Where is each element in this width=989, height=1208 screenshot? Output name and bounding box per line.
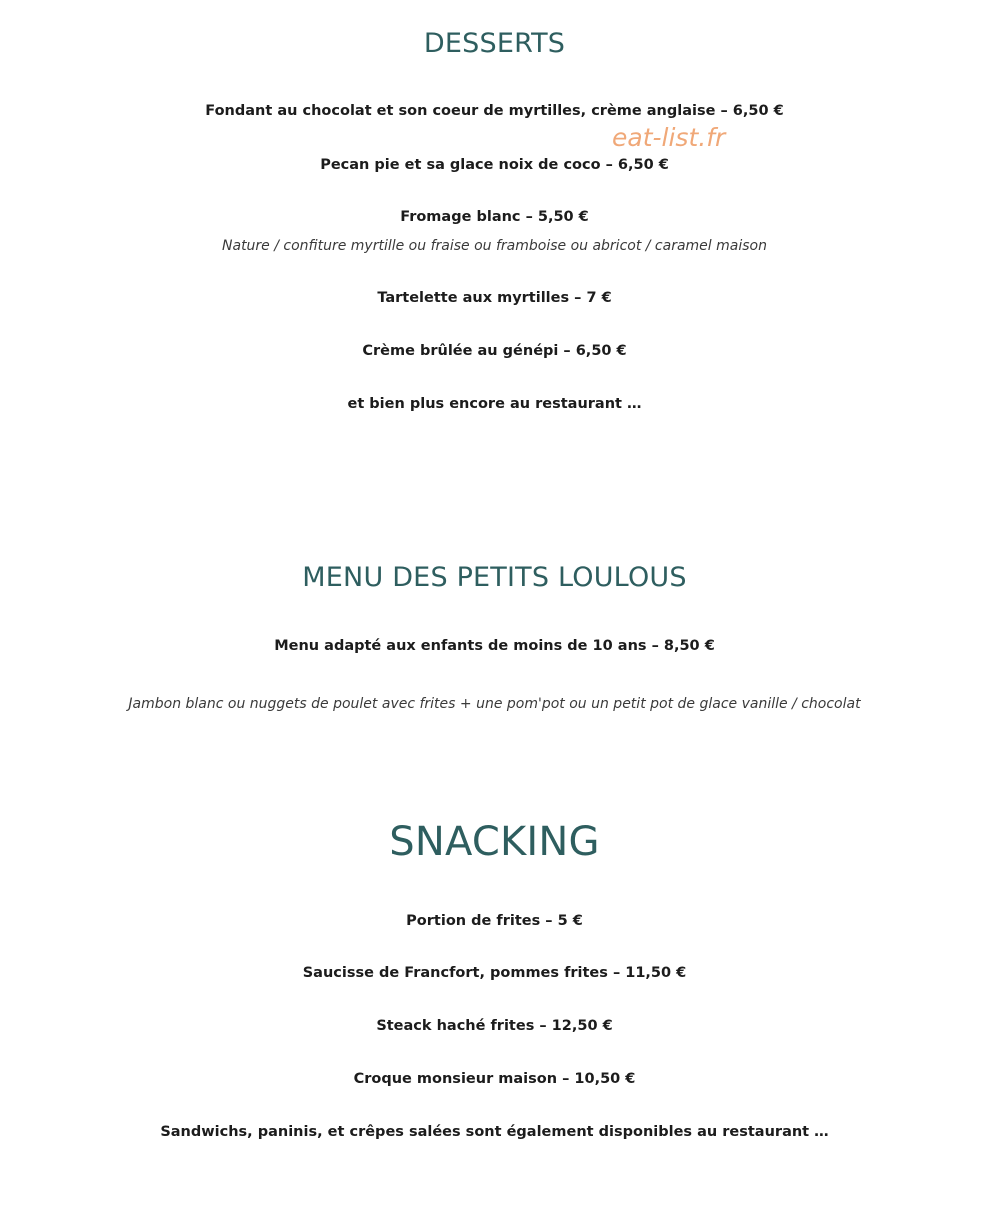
snack-item-frites: Portion de frites – 5 € (406, 913, 583, 929)
kids-menu-note: Jambon blanc ou nuggets de poulet avec frites + une pom'pot ou un petit pot de glace vanille / chocolat (128, 696, 861, 712)
snack-item-steack: Steack haché frites – 12,50 € (376, 1018, 613, 1034)
section-title-kids-menu: MENU DES PETITS LOULOUS (302, 562, 687, 593)
snack-item-croque: Croque monsieur maison – 10,50 € (353, 1071, 636, 1087)
dessert-item-fromage-blanc: Fromage blanc – 5,50 € (400, 209, 589, 225)
dessert-item-creme-brulee: Crème brûlée au génépi – 6,50 € (362, 343, 627, 359)
snack-item-saucisse: Saucisse de Francfort, pommes frites – 11,50 € (302, 965, 687, 981)
dessert-item-more: et bien plus encore au restaurant … (347, 396, 642, 412)
watermark-logo: eat-list.fr (612, 123, 726, 152)
dessert-item-pecan-pie: Pecan pie et sa glace noix de coco – 6,50 € (320, 157, 669, 173)
section-title-desserts: DESSERTS (423, 28, 566, 59)
dessert-item-tartelette: Tartelette aux myrtilles – 7 € (377, 290, 612, 306)
snack-item-more: Sandwichs, paninis, et crêpes salées sont également disponibles au restaurant … (160, 1124, 829, 1140)
kids-menu-item: Menu adapté aux enfants de moins de 10 ans – 8,50 € (274, 638, 715, 654)
section-title-snacking: SNACKING (389, 819, 600, 865)
dessert-item-fondant: Fondant au chocolat et son coeur de myrtilles, crème anglaise – 6,50 € (205, 103, 784, 119)
dessert-note-fromage-blanc: Nature / confiture myrtille ou fraise ou framboise ou abricot / caramel maison (222, 238, 767, 254)
